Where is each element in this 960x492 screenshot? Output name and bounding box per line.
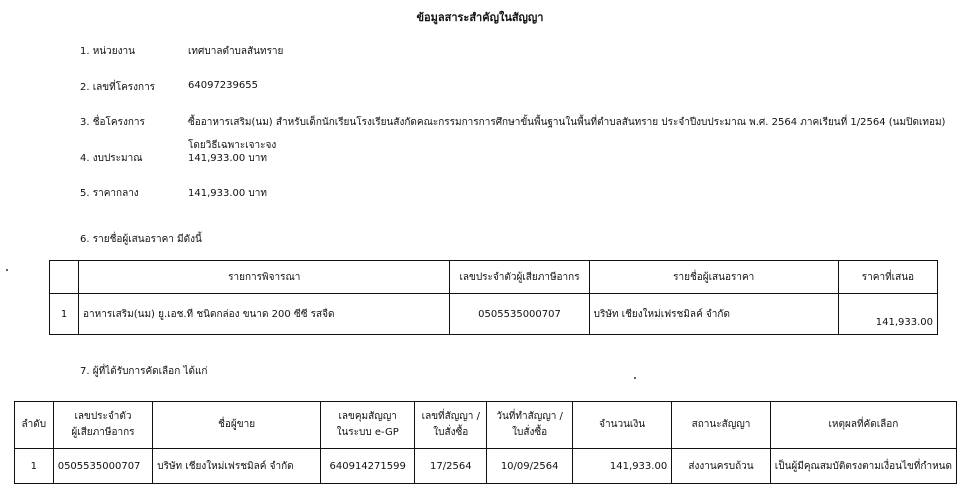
cell-bidder: บริษัท เชียงใหม่เฟรชมิลค์ จำกัด: [589, 294, 838, 335]
col-header-contract-number: เลขที่สัญญา / ใบสั่งซื้อ: [415, 402, 487, 449]
cell-contract-status: ส่งงานครบถ้วน: [672, 449, 771, 484]
col-header-contract-status: สถานะสัญญา: [672, 402, 771, 449]
col-header-egp-number: เลขคุมสัญญา ในระบบ e-GP: [320, 402, 414, 449]
field-label-median-price: 5. ราคากลาง: [80, 188, 139, 199]
page-title: ข้อมูลสาระสำคัญในสัญญา: [416, 11, 544, 24]
field-value-median-price: 141,933.00 บาท: [188, 188, 267, 199]
speck-mark: [6, 269, 8, 271]
selected-vendor-table: [14, 401, 957, 484]
cell-tax-id: 0505535000707: [450, 294, 589, 335]
cell-egp-number: 640914271599: [320, 449, 414, 484]
field-value-project-method: โดยวิธีเฉพาะเจาะจง: [188, 140, 277, 151]
table-row: [15, 449, 957, 484]
field-label-project-name: 3. ชื่อโครงการ: [80, 117, 145, 128]
table-header-row: [50, 261, 938, 294]
col-header-item: รายการพิจารณา: [79, 261, 450, 294]
col-header-bidder: รายชื่อผู้เสนอราคา: [589, 261, 838, 294]
field-label-budget: 4. งบประมาณ: [80, 153, 143, 164]
cell-contract-number: 17/2564: [415, 449, 487, 484]
cell-selection-reason: เป็นผู้มีคุณสมบัติตรงตามเงื่อนไขที่กำหนด: [770, 449, 956, 484]
col-header-amount: จำนวนเงิน: [573, 402, 672, 449]
cell-offer-price: 141,933.00: [838, 294, 937, 335]
cell-seller: บริษัท เชียงใหม่เฟรชมิลค์ จำกัด: [153, 449, 321, 484]
cell-contract-date: 10/09/2564: [487, 449, 573, 484]
cell-index: 1: [50, 294, 79, 335]
field-value-agency: เทศบาลตำบลสันทราย: [188, 46, 284, 57]
table-row: [50, 294, 938, 335]
section6-heading: 6. รายชื่อผู้เสนอราคา มีดังนี้: [80, 234, 202, 245]
col-header-tax-id: เลขประจำตัวผู้เสียภาษีอากร: [450, 261, 589, 294]
cell-amount: 141,933.00: [573, 449, 672, 484]
col-header-contract-date: วันที่ทำสัญญา / ใบสั่งซื้อ: [487, 402, 573, 449]
col-header-tax-id: เลขประจำตัว ผู้เสียภาษีอากร: [53, 402, 153, 449]
field-label-project-number: 2. เลขที่โครงการ: [80, 82, 156, 93]
field-value-budget: 141,933.00 บาท: [188, 153, 267, 164]
col-header-offer-price: ราคาที่เสนอ: [838, 261, 937, 294]
col-header-index: [50, 261, 79, 294]
cell-item: อาหารเสริม(นม) ยู.เอช.ที ชนิดกล่อง ขนาด 200 ซีซี รสจืด: [79, 294, 450, 335]
col-header-order: ลำดับ: [15, 402, 54, 449]
col-header-seller: ชื่อผู้ขาย: [153, 402, 321, 449]
col-header-selection-reason: เหตุผลที่คัดเลือก: [770, 402, 956, 449]
field-value-project-number: 64097239655: [188, 80, 258, 91]
table-header-row: [15, 402, 957, 449]
cell-tax-id: 0505535000707: [53, 449, 153, 484]
cell-order: 1: [15, 449, 54, 484]
field-value-project-name: ซื้ออาหารเสริม(นม) สำหรับเด็กนักเรียนโรงเรียนสังกัดคณะกรรมการการศึกษาขั้นพื้นฐานในพื้นที่ตำบลสันทราย ประจำปีงบประมาณ พ.ศ. 2564 ภาคเรียนที่ 1/2564 (นมปิดเทอม): [188, 117, 946, 128]
bidders-table: [49, 260, 938, 335]
section7-heading: 7. ผู้ที่ได้รับการคัดเลือก ได้แก่: [80, 366, 208, 377]
speck-mark: [634, 377, 636, 379]
field-label-agency: 1. หน่วยงาน: [80, 46, 135, 57]
